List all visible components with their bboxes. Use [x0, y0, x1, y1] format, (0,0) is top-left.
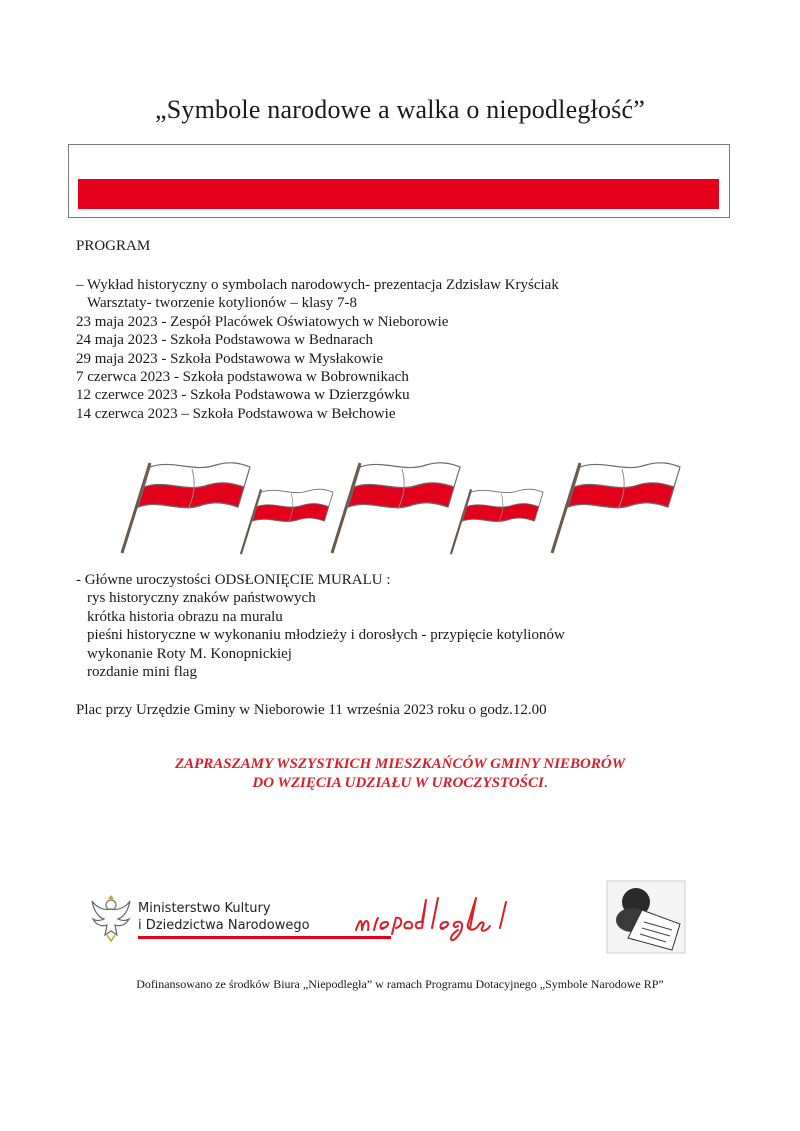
ceremony-list [76, 571, 565, 681]
invitation-line-1: ZAPRASZAMY WSZYSTKICH MIESZKAŃCÓW GMINY NIEBORÓW [174, 756, 626, 772]
program-line: Warsztaty- tworzenie kotylionów – klasy 7-8 [87, 295, 357, 312]
organizer-stamp-icon [606, 880, 686, 954]
program-line: – Wykład historyczny o symbolach narodowych- prezentacja Zdzisław Kryściak [76, 277, 559, 293]
ministry-logo [90, 895, 310, 945]
program-line: 24 maja 2023 - Szkoła Podstawowa w Bednarach [76, 332, 374, 349]
waving-flag-icon [552, 463, 680, 553]
program-list [76, 276, 559, 423]
invitation-period: . [543, 775, 548, 791]
polish-flag-banner [68, 144, 730, 218]
page-title: „Symbole narodowe a walka o niepodległość” [155, 95, 645, 124]
program-line: 23 maja 2023 - Zespół Placówek Oświatowych w Nieborowie [76, 313, 449, 330]
waving-flag-icon [332, 463, 460, 553]
flag-red-stripe [78, 179, 719, 209]
program-line: 7 czerwca 2023 - Szkoła podstawowa w Bobrownikach [76, 369, 409, 386]
niepodlegla-logo [350, 888, 550, 948]
program-line: 12 czerwcе 2023 - Szkoła Podstawowa w Dzierzgówku [76, 387, 410, 404]
funding-note: Dofinansowano ze środków Biura „Niepodległa” w ramach Programu Dotacyjnego „Symbole Narodowe RP” [136, 977, 664, 991]
ceremony-line: wykonanie Roty M. Konopnickiej [87, 645, 292, 662]
program-line: 29 maja 2023 - Szkoła Podstawowa w Mysłakowie [76, 350, 384, 367]
ceremony-line: rozdanie mini flag [87, 664, 197, 681]
program-heading: PROGRAM [76, 238, 151, 254]
program-line: 14 czerwca 2023 – Szkoła Podstawowa w Bełchowie [76, 405, 396, 422]
invitation [0, 755, 800, 793]
ministry-name-line-1: Ministerstwo Kultury [138, 901, 271, 916]
event-place: Plac przy Urzędzie Gminy w Nieborowie 11 września 2023 roku o godz.12.00 [76, 702, 547, 718]
ceremony-line: rys historyczny znaków państwowych [87, 590, 316, 607]
ceremony-line: pieśni historyczne w wykonaniu młodzieży i dorosłych - przypięcie kotylionów [87, 627, 565, 644]
ministry-name-line-2: i Dziedzictwa Narodowego [138, 918, 310, 933]
invitation-line-2: DO WZIĘCIA UDZIAŁU W UROCZYSTOŚCI [252, 775, 544, 791]
ceremony-line: - Główne uroczystości ODSŁONIĘCIE MURALU : [76, 572, 391, 588]
waving-flag-icon [451, 489, 543, 554]
waving-flags-decoration [118, 457, 688, 557]
white-eagle-icon [90, 895, 132, 943]
waving-flag-icon [122, 463, 250, 553]
ceremony-line: krótka historia obrazu na muralu [87, 608, 283, 625]
niepodlegla-signature-icon [350, 888, 550, 948]
waving-flag-icon [241, 489, 333, 554]
